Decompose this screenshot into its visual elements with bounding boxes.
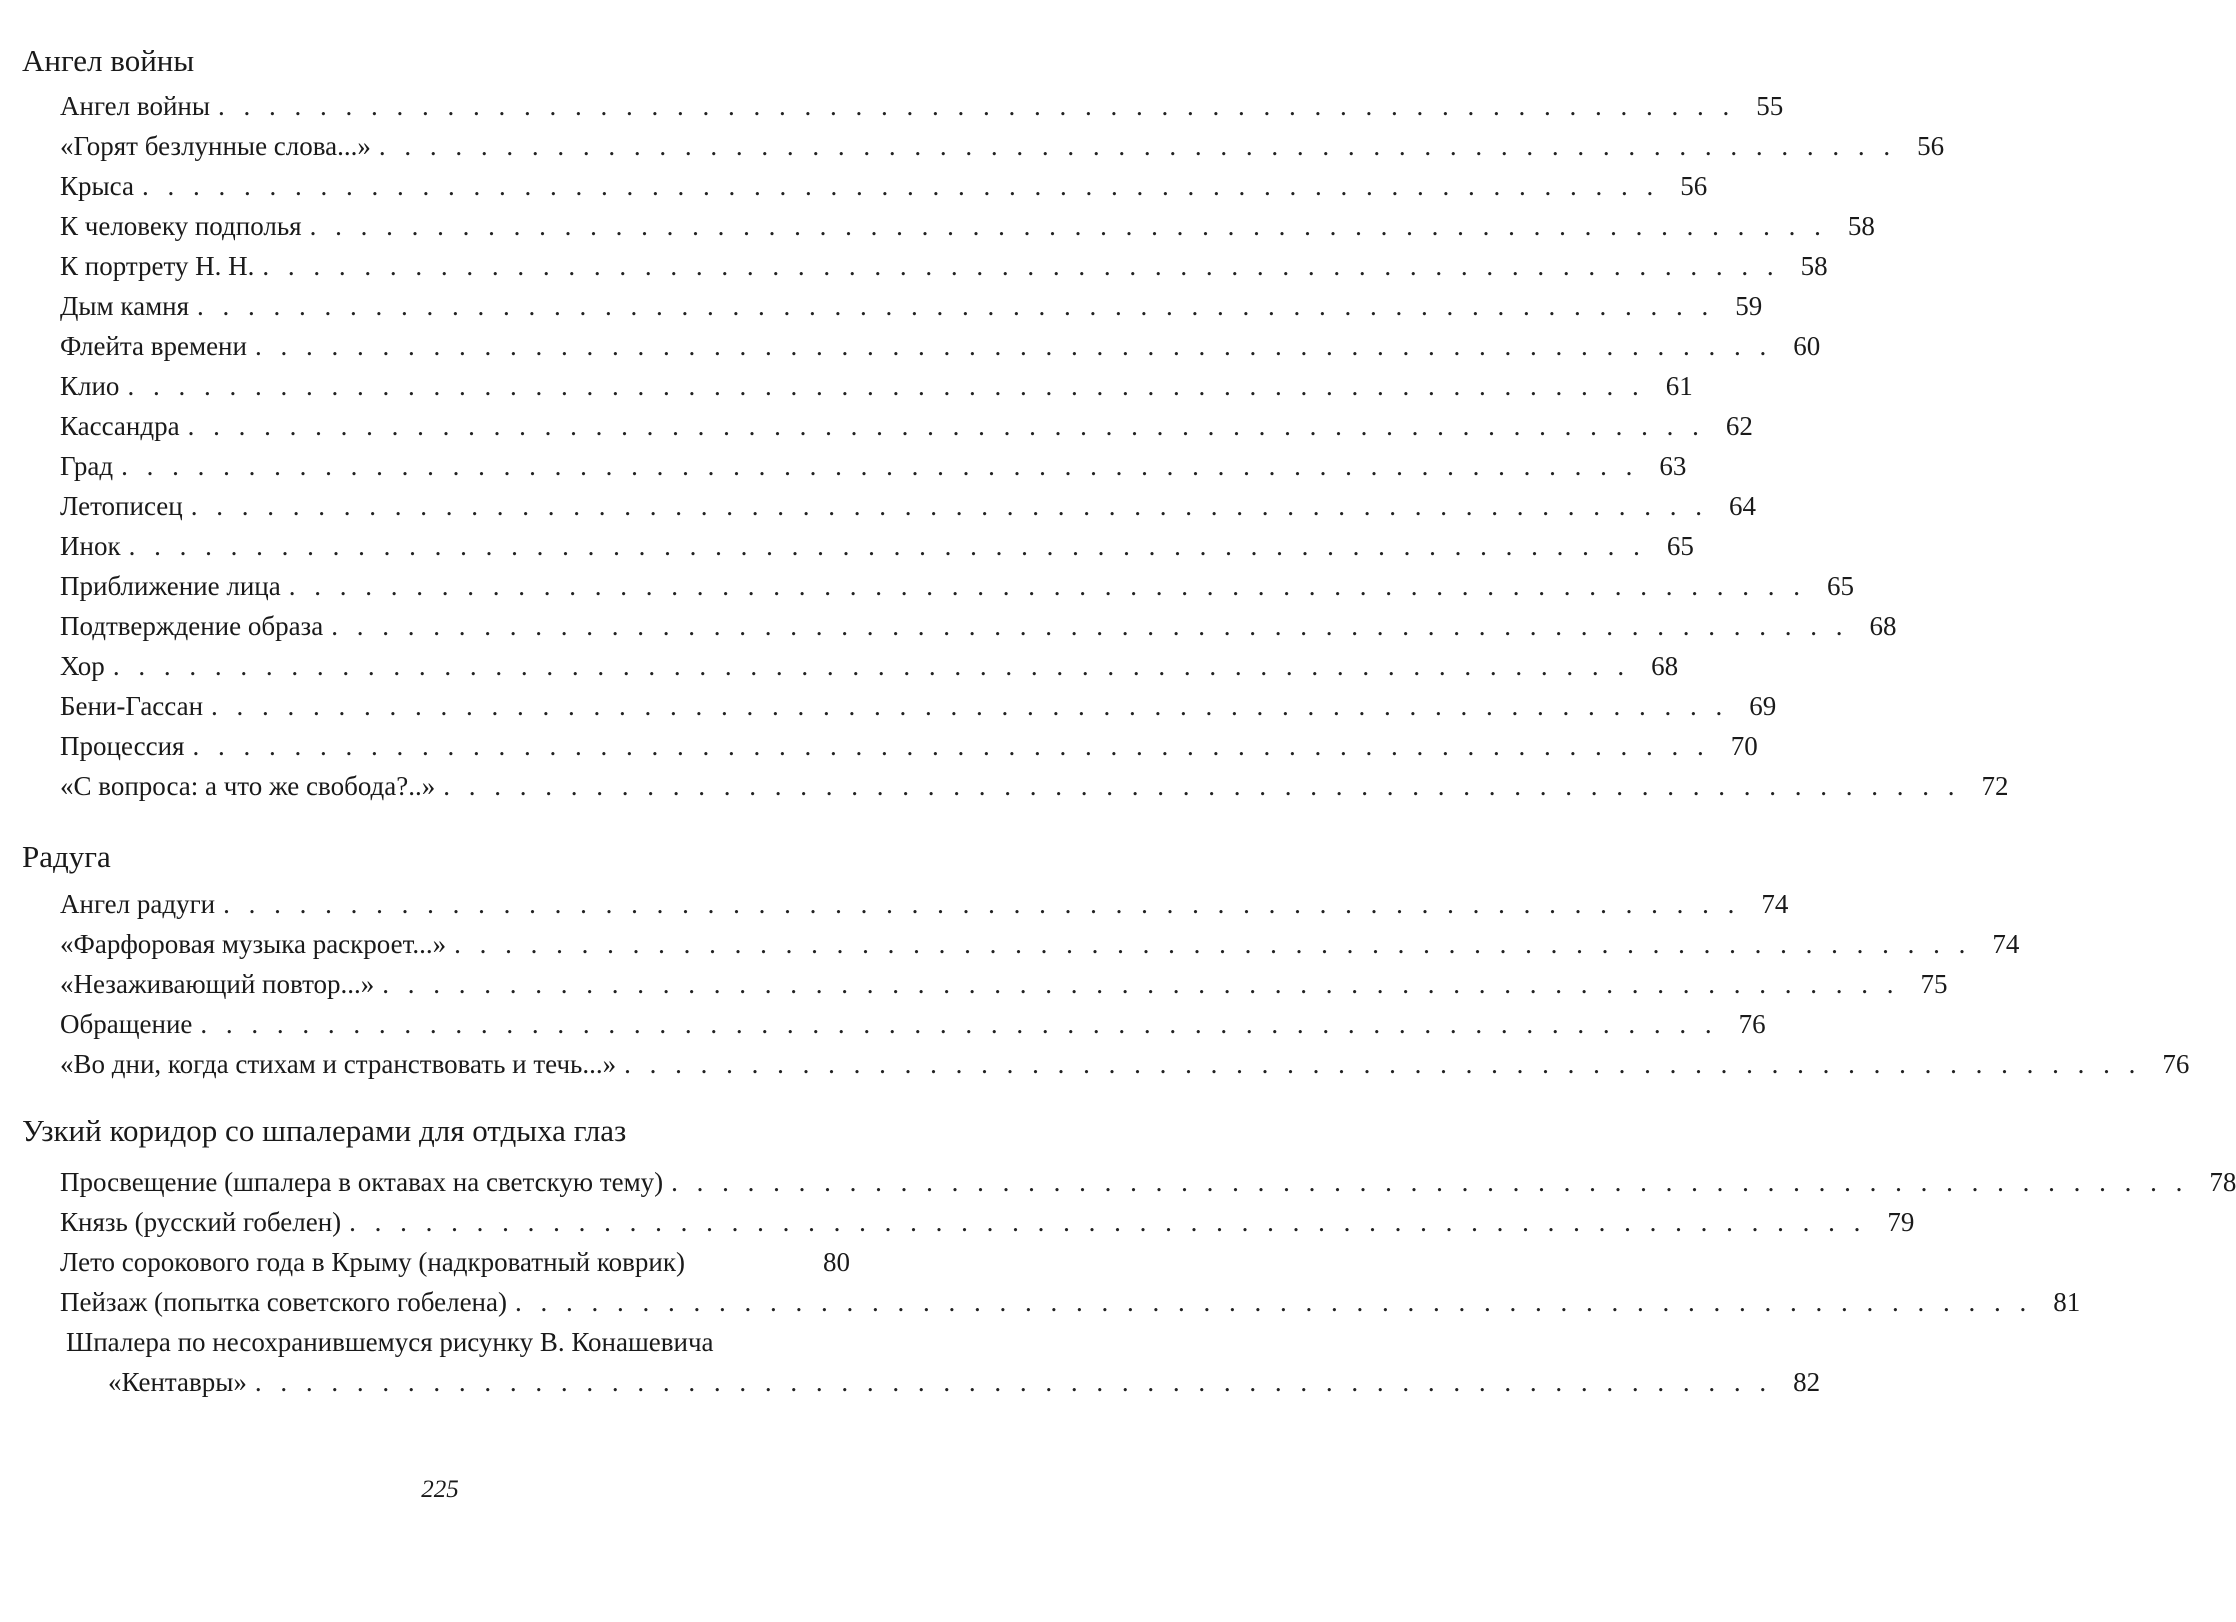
dot-leader: . . . . . . . . . . . . . . . . . . . . . . . . . . . . . . . . . . . . . . . . . . . . . . . . . . . . . . . . . . . . — [309, 211, 1827, 241]
dot-leader: . . . . . . . . . . . . . . . . . . . . . . . . . . . . . . . . . . . . . . . . . . . . . . . . . . . . . . . . . . . . — [112, 651, 1631, 681]
entry-page: 62 — [1725, 411, 1753, 441]
toc-entry — [60, 288, 1763, 324]
entry-page: 70 — [1730, 731, 1758, 761]
toc-entry — [60, 88, 1784, 124]
dot-leader: . . . . . . . . . . . . . . . . . . . . . . . . . . . . . . . . . . . . . . . . . . . . . . . . . . . . . . . . . . . . — [378, 131, 1897, 161]
entry-title: «Фарфоровая музыка раскроет...» — [60, 929, 447, 959]
entry-page: 75 — [1920, 969, 1948, 999]
dot-leader: . . . . . . . . . . . . . . . . . . . . . . . . . . . . . . . . . . . . . . . . . . . . . . . . . . . . . . . . . . . . — [197, 291, 1715, 321]
dot-leader: . . . . . . . . . . . . . . . . . . . . . . . . . . . . . . . . . . . . . . . . . . . . . . . . . . . . . . . . . . . . — [200, 1009, 1718, 1039]
entry-title: Приближение лица — [60, 571, 281, 601]
toc-entry — [60, 886, 1789, 922]
entry-page: 76 — [2162, 1049, 2190, 1079]
toc-entry — [60, 1046, 2190, 1082]
entry-title: Князь (русский гобелен) — [60, 1207, 342, 1237]
dot-leader: . . . . . . . . . . . . . . . . . . . . . . . . . . . . . . . . . . . . . . . . . . . . . . . . . . . . . . . . . . . . — [211, 691, 1729, 721]
entry-title: Дым камня — [60, 291, 190, 321]
toc-entry — [60, 1164, 2236, 1200]
entry-title: Крыса — [60, 171, 134, 201]
entry-title: Хор — [60, 651, 105, 681]
entry-title: Ангел войны — [60, 91, 210, 121]
toc-entry — [60, 448, 1687, 484]
dot-leader: . . . . . . . . . . . . . . . . . . . . . . . . . . . . . . . . . . . . . . . . . . . . . . . . . . . . . . . . . . . . — [382, 969, 1900, 999]
dot-leader: . . . . . . . . . . . . . . . . . . . . . . . . . . . . . . . . . . . . . . . . . . . . . . . . . . . . . . . . . . . . — [671, 1167, 2189, 1197]
toc-entry — [60, 248, 1828, 284]
toc-entry — [60, 608, 1897, 644]
entry-page: 69 — [1749, 691, 1777, 721]
dot-leader: . . . . . . . . . . . . . . . . . . . . . . . . . . . . . . . . . . . . . . . . . . . . . . . . . . . . . . . . . . . . — [514, 1287, 2033, 1317]
entry-title: Кассандра — [60, 411, 180, 441]
entry-page: 68 — [1651, 651, 1679, 681]
toc-entry — [60, 568, 1854, 604]
entry-title: Подтверждение образа — [60, 611, 324, 641]
toc-entry — [60, 328, 1821, 364]
entry-page: 82 — [1793, 1367, 1821, 1397]
entry-title: Флейта времени — [60, 331, 247, 361]
toc-entry — [60, 408, 1753, 444]
entry-page: 80 — [823, 1247, 850, 1277]
dot-leader: . . . . . . . . . . . . . . . . . . . . . . . . . . . . . . . . . . . . . . . . . . . . . . . . . . . . . . . . . . . . — [127, 371, 1645, 401]
toc-entry — [60, 168, 1708, 204]
page-number: 225 — [421, 1476, 459, 1503]
entry-page: 56 — [1917, 131, 1945, 161]
entry-title: Бени-Гассан — [60, 691, 204, 721]
entry-page: 76 — [1738, 1009, 1766, 1039]
entry-title: Летописец — [60, 491, 183, 521]
entry-title: Лето сорокового года в Крыму (надкроватный коврик) — [60, 1247, 685, 1277]
dot-leader: . . . . . . . . . . . . . . . . . . . . . . . . . . . . . . . . . . . . . . . . . . . . . . . . . . . . . . . . . . . . — [331, 611, 1849, 641]
toc-entry — [108, 1364, 1821, 1400]
entry-page: 78 — [2209, 1167, 2236, 1197]
entry-page: 58 — [1800, 251, 1828, 281]
entry-page: 74 — [1992, 929, 2020, 959]
entry-page: 72 — [1981, 771, 2009, 801]
entry-page: 59 — [1735, 291, 1763, 321]
entry-page: 60 — [1793, 331, 1821, 361]
entry-page: 64 — [1728, 491, 1756, 521]
entry-page: 68 — [1869, 611, 1897, 641]
toc-entry — [60, 1244, 850, 1280]
toc-entry — [60, 128, 1945, 164]
entry-title: Обращение — [60, 1009, 193, 1039]
entry-title: Шпалера по несохранившемуся рисунку В. Конашевича — [66, 1327, 714, 1357]
dot-leader: . . . . . . . . . . . . . . . . . . . . . . . . . . . . . . . . . . . . . . . . . . . . . . . . . . . . . . . . . . . . — [624, 1049, 2142, 1079]
dot-leader: . . . . . . . . . . . . . . . . . . . . . . . . . . . . . . . . . . . . . . . . . . . . . . . . . . . . . . . . . . . . — [262, 251, 1780, 281]
entry-title: «Во дни, когда стихам и странствовать и течь...» — [60, 1049, 617, 1079]
toc-entry — [60, 1284, 2081, 1320]
entry-page: 55 — [1756, 91, 1784, 121]
dot-leader: . . . . . . . . . . . . . . . . . . . . . . . . . . . . . . . . . . . . . . . . . . . . . . . . . . . . . . . . . . . . — [141, 171, 1660, 201]
toc-entry — [60, 768, 2009, 804]
entry-title: «Кентавры» — [108, 1367, 247, 1397]
section-title: Ангел войны — [22, 43, 195, 78]
entry-page: 74 — [1761, 889, 1789, 919]
dot-leader: . . . . . . . . . . . . . . . . . . . . . . . . . . . . . . . . . . . . . . . . . . . . . . . . . . . . . . . . . . . . — [128, 531, 1646, 561]
dot-leader: . . . . . . . . . . . . . . . . . . . . . . . . . . . . . . . . . . . . . . . . . . . . . . . . . . . . . . . . . . . . — [254, 331, 1773, 361]
entry-page: 65 — [1666, 531, 1694, 561]
entry-title: К человеку подполья — [60, 211, 302, 241]
dot-leader: . . . . . . . . . . . . . . . . . . . . . . . . . . . . . . . . . . . . . . . . . . . . . . . . . . . . . . . . . . . . — [223, 889, 1741, 919]
entry-title: Процессия — [60, 731, 185, 761]
toc-entry — [60, 728, 1758, 764]
toc-entry — [60, 488, 1756, 524]
entry-page: 63 — [1659, 451, 1687, 481]
entry-page: 79 — [1887, 1207, 1915, 1237]
dot-leader: . . . . . . . . . . . . . . . . . . . . . . . . . . . . . . . . . . . . . . . . . . . . . . . . . . . . . . . . . . . . — [349, 1207, 1867, 1237]
entry-page: 81 — [2053, 1287, 2081, 1317]
toc-entry — [60, 688, 1777, 724]
dot-leader: . . . . . . . . . . . . . . . . . . . . . . . . . . . . . . . . . . . . . . . . . . . . . . . . . . . . . . . . . . . . — [190, 491, 1708, 521]
entry-page: 65 — [1826, 571, 1854, 601]
toc-entry — [60, 528, 1694, 564]
entry-title: Просвещение (шпалера в октавах на светскую тему) — [60, 1167, 664, 1197]
entry-title: Клио — [60, 371, 120, 401]
section-title: Радуга — [22, 839, 111, 874]
entry-title: Пейзаж (попытка советского гобелена) — [60, 1287, 507, 1317]
dot-leader: . . . . . . . . . . . . . . . . . . . . . . . . . . . . . . . . . . . . . . . . . . . . . . . . . . . . . . . . . . . . — [454, 929, 1972, 959]
toc-entry — [60, 966, 1948, 1002]
toc-entry — [60, 208, 1875, 244]
toc-entry — [60, 1204, 1915, 1240]
dot-leader: . . . . . . . . . . . . . . . . . . . . . . . . . . . . . . . . . . . . . . . . . . . . . . . . . . . . . . . . . . . . — [254, 1367, 1773, 1397]
entry-page: 58 — [1847, 211, 1875, 241]
toc-entry — [60, 926, 2020, 962]
dot-leader: . . . . . . . . . . . . . . . . . . . . . . . . . . . . . . . . . . . . . . . . . . . . . . . . . . . . . . . . . . . . — [121, 451, 1639, 481]
entry-page: 56 — [1680, 171, 1708, 201]
toc-entry — [60, 1006, 1766, 1042]
entry-page: 61 — [1665, 371, 1693, 401]
toc-entry — [60, 368, 1693, 404]
entry-title: «Горят безлунные слова...» — [60, 131, 371, 161]
entry-title: «Незаживающий повтор...» — [60, 969, 375, 999]
dot-leader: . . . . . . . . . . . . . . . . . . . . . . . . . . . . . . . . . . . . . . . . . . . . . . . . . . . . . . . . . . . . — [217, 91, 1736, 121]
dot-leader: . . . . . . . . . . . . . . . . . . . . . . . . . . . . . . . . . . . . . . . . . . . . . . . . . . . . . . . . . . . . — [187, 411, 1705, 441]
entry-title: Град — [60, 451, 114, 481]
dot-leader: . . . . . . . . . . . . . . . . . . . . . . . . . . . . . . . . . . . . . . . . . . . . . . . . . . . . . . . . . . . . — [192, 731, 1710, 761]
section-title: Узкий коридор со шпалерами для отдыха глаз — [22, 1113, 627, 1148]
dot-leader: . . . . . . . . . . . . . . . . . . . . . . . . . . . . . . . . . . . . . . . . . . . . . . . . . . . . . . . . . . . . — [288, 571, 1806, 601]
dot-leader: . . . . . . . . . . . . . . . . . . . . . . . . . . . . . . . . . . . . . . . . . . . . . . . . . . . . . . . . . . . . — [443, 771, 1961, 801]
entry-title: Ангел радуги — [60, 889, 216, 919]
entry-title: К портрету Н. Н. — [60, 251, 255, 281]
entry-title: Инок — [60, 531, 121, 561]
toc-entry — [60, 648, 1679, 684]
entry-title: «С вопроса: а что же свобода?..» — [60, 771, 436, 801]
